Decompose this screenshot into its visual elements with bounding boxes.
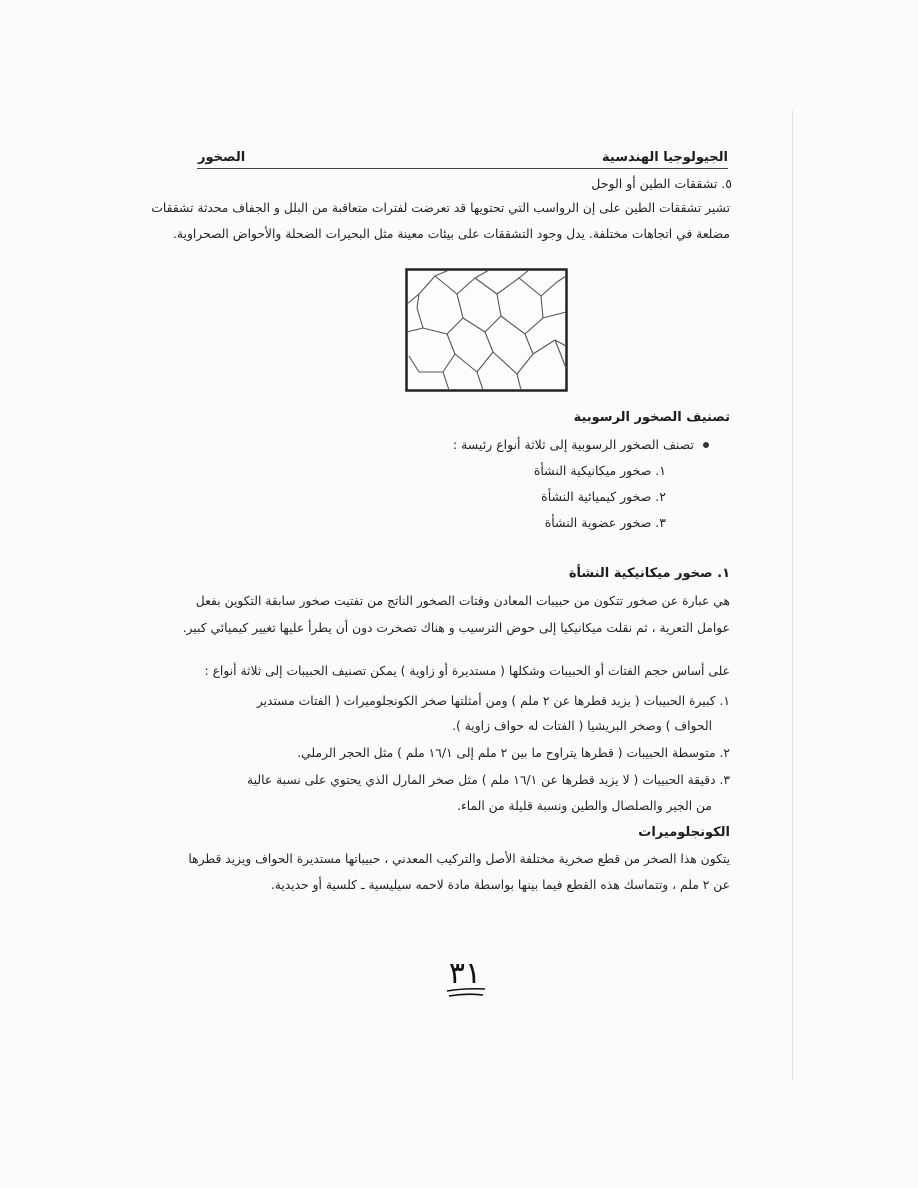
classification-title: تصنيف الصخور الرسوبية (573, 410, 730, 425)
conglomerate-line-1: يتكون هذا الصخر من قطع صخرية مختلفة الأصل والتركيب المعدني ، حبيباتها مستديرة الحواف ويزيد قطرها (188, 852, 730, 866)
header-chapter: الصخور (198, 150, 246, 165)
classification-item-2: ٢. صخور كيميائية النشأة (541, 489, 666, 504)
header-book-title: الجيولوجيا الهندسية (602, 150, 728, 165)
grain-item-3-cont: من الجير والصلصال والطين ونسبة قليلة من الماء. (457, 799, 712, 813)
conglomerate-line-2: عن ٢ ملم ، وتتماسك هذه القطع فيما بينها بواسطة مادة لاحمه سيليسية ـ كلسية أو حديدية. (270, 878, 730, 892)
mechanical-title: ١. صخور ميكانيكية النشأة (568, 566, 730, 581)
grain-item-3: ٣. دقيقة الحبيبات ( لا يزيد قطرها عن ١٦/١ ملم ) مثل صخر المارل الذي يحتوي على نسبة عالية (247, 773, 730, 787)
page-number (440, 955, 490, 1005)
mechanical-line-2: عوامل التعرية ، ثم نقلت ميكانيكيا إلى حوض الترسيب و هناك تصخرت دون أن يطرأ عليها تغيير كيميائي كبير. (182, 621, 730, 635)
section5-title: ٥. تشققات الطين أو الوحل (591, 176, 732, 191)
mechanical-line-1: هي عبارة عن صخور تتكون من حبيبات المعادن وفتات الصخور الناتج من تفتيت صخور سابقة التكوين بفعل (195, 594, 730, 608)
mechanical-intro: على أساس حجم الفتات أو الحبيبات وشكلها ( مستديرة أو زاوية ) يمكن تصنيف الحبيبات إلى ثلاثة أنواع : (204, 664, 730, 678)
page-number-text: ٣١ (448, 956, 482, 991)
section5-line-2: مضلعة في اتجاهات مختلفة. يدل وجود التشققات على بيئات معينة مثل البحيرات الضحلة والأحواض الصحراوية. (173, 227, 730, 241)
page-edge (792, 110, 793, 1080)
bullet-dot (703, 442, 709, 448)
grain-item-2: ٢. متوسطة الحبيبات ( قطرها يتراوح ما بين ٢ ملم إلى ١٦/١ ملم ) مثل الحجر الرملي. (297, 746, 730, 760)
mud-cracks-figure (405, 268, 568, 392)
grain-item-1: ١. كبيرة الحبيبات ( يزيد قطرها عن ٢ ملم ) ومن أمثلتها صخر الكونجلوميرات ( الفتات مستدير (256, 694, 730, 708)
header-rule (197, 168, 728, 169)
grain-item-1-cont: الحواف ) وصخر البريشيا ( الفتات له حواف زاوية ). (452, 719, 712, 733)
classification-bullet-text: تصنف الصخور الرسوبية إلى ثلاثة أنواع رئيسة : (452, 437, 694, 452)
conglomerate-title: الكونجلوميرات (638, 825, 730, 840)
classification-item-1: ١. صخور ميكانيكية النشأة (533, 463, 666, 478)
classification-item-3: ٣. صخور عضوية النشأة (544, 515, 666, 530)
section5-line-1: تشير تشققات الطين على إن الرواسب التي تحتويها قد تعرضت لفترات متعاقبة من البلل و الجفاف محدثة تشققات (151, 201, 730, 215)
